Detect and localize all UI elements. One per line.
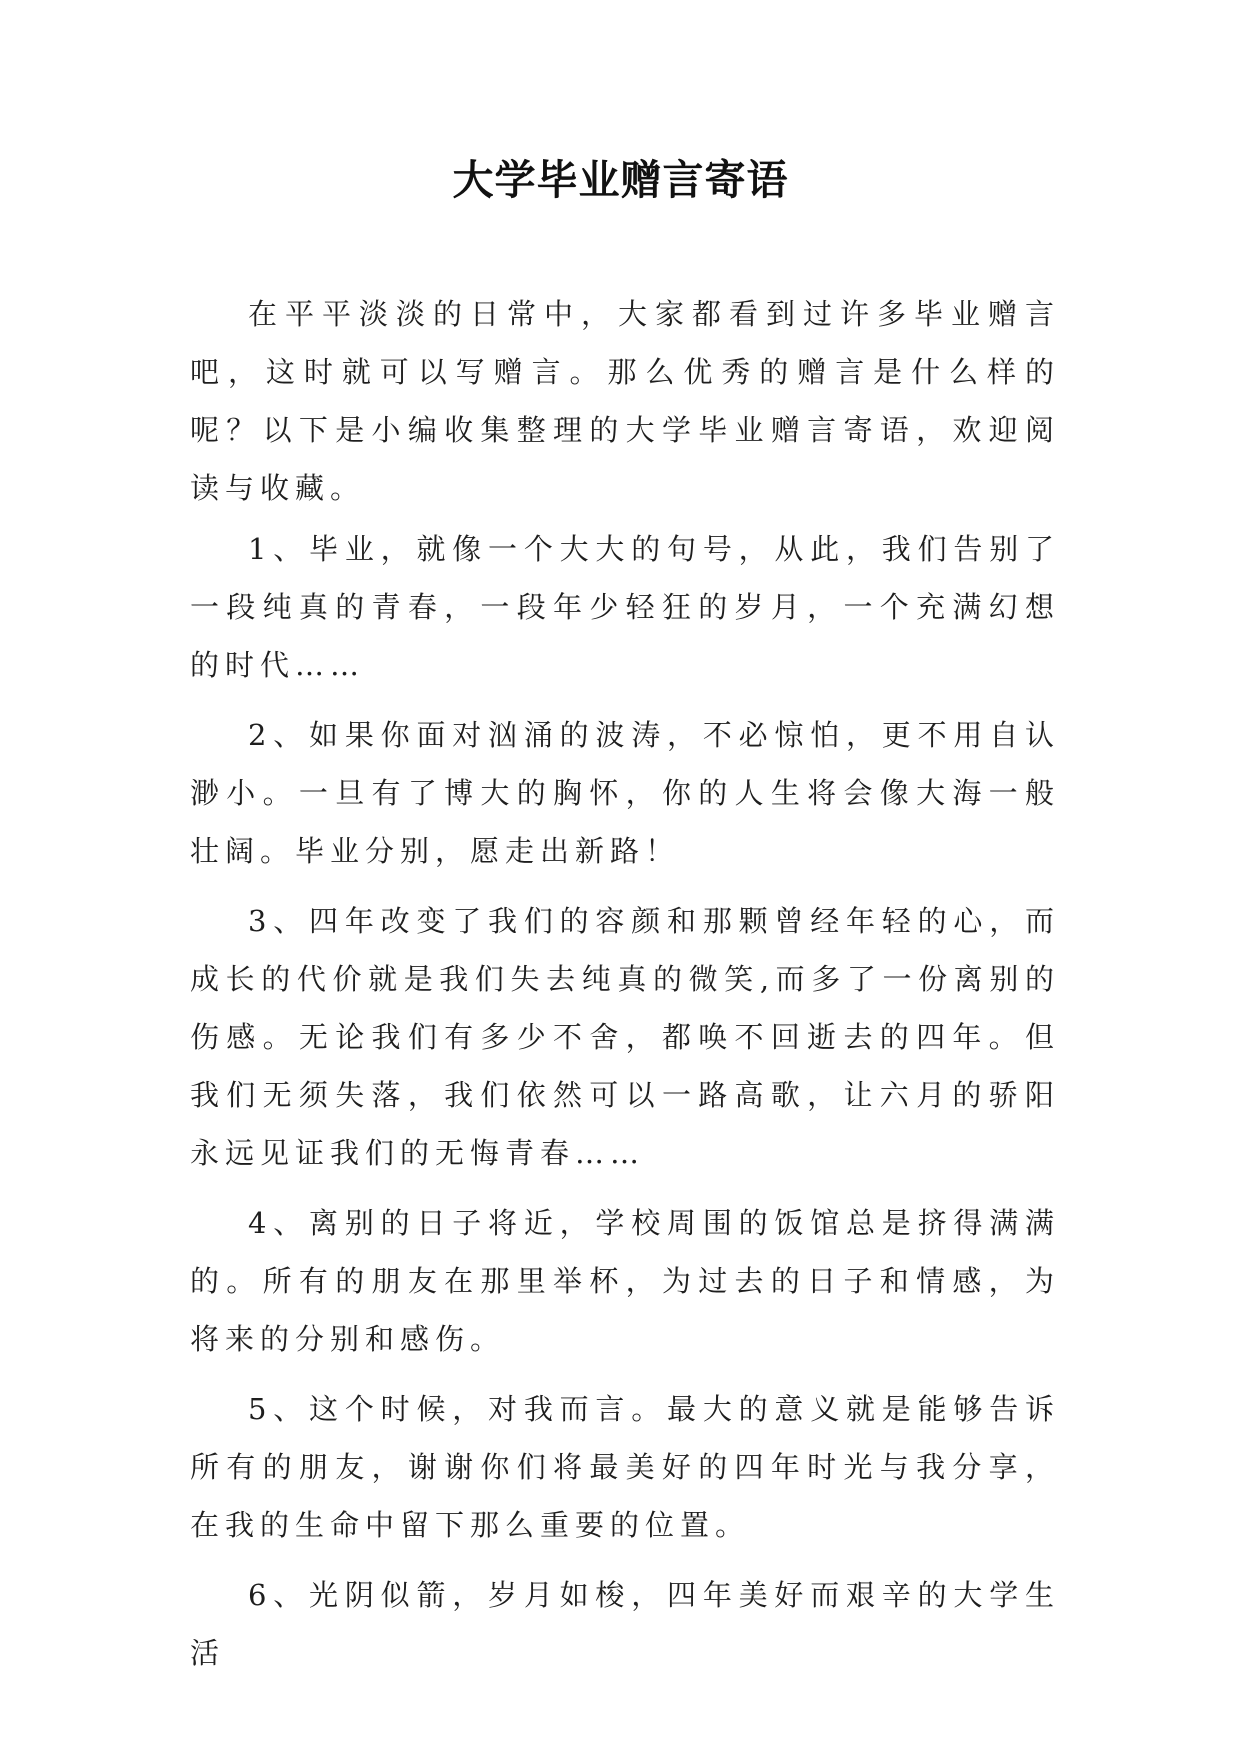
intro-paragraph: 在平平淡淡的日常中，大家都看到过许多毕业赠言吧，这时就可以写赠言。那么优秀的赠言是什么样的呢？以下是小编收集整理的大学毕业赠言寄语，欢迎阅读与收藏。 (190, 297, 1060, 505)
list-item: 5、这个时候，对我而言。最大的意义就是能够告诉所有的朋友，谢谢你们将最美好的四年时光与我分享，在我的生命中留下那么重要的位置。 (190, 1392, 1060, 1542)
intro-section (190, 285, 1060, 529)
list-item: 6、光阴似箭，岁月如梭，四年美好而艰辛的大学生活 (190, 1578, 1060, 1670)
list-item: 1、毕业，就像一个大大的句号，从此，我们告别了一段纯真的青春，一段年少轻狂的岁月，一个充满幻想的时代…… (190, 532, 1060, 682)
list-item: 3、四年改变了我们的容颜和那颗曾经年轻的心，而成长的代价就是我们失去纯真的微笑,而多了一份离别的伤感。无论我们有多少不舍，都唤不回逝去的四年。但我们无须失落，我们依然可以一路高歌，让六月的骄阳永远见证我们的无悔青春…… (190, 904, 1060, 1170)
list-item: 2、如果你面对汹涌的波涛，不必惊怕，更不用自认渺小。一旦有了博大的胸怀，你的人生将会像大海一般壮阔。毕业分别，愿走出新路！ (190, 718, 1060, 868)
items-section (190, 520, 1060, 1694)
list-item: 4、离别的日子将近，学校周围的饭馆总是挤得满满的。所有的朋友在那里举杯，为过去的日子和情感，为将来的分别和感伤。 (190, 1206, 1060, 1356)
document-title: 大学毕业赠言寄语 (452, 156, 789, 204)
